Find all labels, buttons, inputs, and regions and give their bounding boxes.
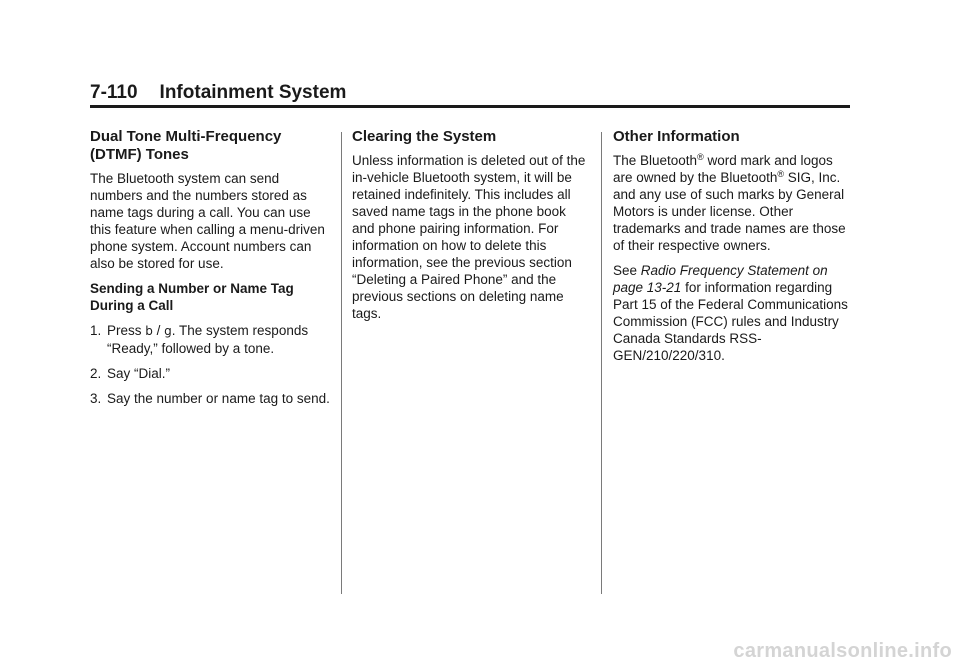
column-clearing [352,128,592,330]
section-heading-other-info: Other Information [613,128,740,145]
step-text: Press [107,323,146,338]
step-text: Say “Dial.” [107,366,171,381]
clearing-paragraph: Unless information is deleted out of the in-vehicle Bluetooth system, it will be retained indefinitely. This includes all saved name tags in the phone book and phone pairing information. For information on how to delete this information, see the previous section “Deleting a Paired Phone” and the previous sections on deleting name tags. [352,153,586,321]
step-number: 1. [90,323,102,338]
dtmf-subheading: Sending a Number or Name Tag During a Call [90,281,294,313]
registered-mark: ® [777,169,785,179]
trademark-text: The Bluetooth [613,153,698,168]
push-to-talk-icon: g [164,324,172,338]
phone-voice-icon: b [145,324,153,338]
registered-mark: ® [697,152,704,162]
page-title: Infotainment System [159,82,347,103]
column-divider [601,132,602,594]
column-other-info [613,128,853,372]
section-heading-dtmf: Dual Tone Multi-Frequency (DTMF) Tones [90,128,282,163]
reference-text: for information regarding Part 15 of the Federal Communications Commission (FCC) rules and Industry Canada Standards RSS-GEN/210/220/310. [613,280,848,363]
list-item [90,365,330,382]
list-item [90,390,330,407]
step-separator: / [152,323,165,338]
radio-frequency-link[interactable]: Radio Frequency Statement on page 13-21 [613,263,828,295]
page-number: 7-110 [90,82,138,103]
radio-frequency-paragraph [613,262,853,364]
section-heading-clearing: Clearing the System [352,128,497,145]
page-header [90,81,850,108]
dtmf-intro-paragraph: The Bluetooth system can send numbers and the numbers stored as name tags during a call. You can use this feature when calling a menu-driven phone system. Account numbers can also be stored for use. [90,171,325,271]
step-text: . The system responds “Ready,” followed by a tone. [107,323,309,356]
trademark-text: SIG, Inc. and any use of such marks by General Motors is under license. Other trademarks and trade names are those of their respective owners. [613,170,846,253]
trademark-text: word mark and logos are owned by the Bluetooth [613,153,833,185]
column-dtmf [90,128,330,415]
column-divider [341,132,342,594]
reference-text: See [613,263,641,278]
watermark: carmanualsonline.info [733,640,952,662]
step-number: 2. [90,366,102,381]
dtmf-steps-list [90,322,330,407]
list-item [90,322,330,357]
step-text: Say the number or name tag to send. [107,391,330,406]
step-number: 3. [90,391,102,406]
trademark-paragraph [613,152,853,254]
